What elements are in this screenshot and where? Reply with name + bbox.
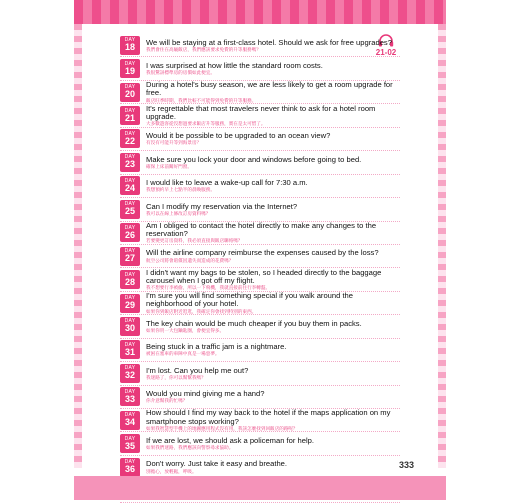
chinese-translation: 被困在塞車的車陣中真是一場惡夢。 <box>146 351 220 357</box>
sentence-text <box>146 320 400 333</box>
day-badge <box>120 270 140 289</box>
sentence-row <box>120 81 400 104</box>
day-badge <box>120 340 140 359</box>
day-label: DAY <box>124 107 136 114</box>
day-number: 36 <box>124 464 135 475</box>
sentence-text <box>146 249 400 262</box>
chinese-translation: 如果你買一大包鑰匙圈，會便宜得多。 <box>146 327 225 333</box>
day-number: 33 <box>124 393 135 404</box>
english-sentence: Being stuck in a traffic jam is a nightmare. <box>146 342 287 352</box>
sentence-row <box>120 339 400 362</box>
chinese-translation: 如果你到飯店附近逛逛，我確定你會找到特別的東西。 <box>146 308 257 314</box>
day-number: 23 <box>124 159 135 170</box>
day-badge <box>120 317 140 336</box>
day-number: 22 <box>124 135 135 146</box>
day-number: 26 <box>124 229 135 240</box>
chinese-translation: 如果我智慧型手機上的地圖應用程式沒有用，我該怎麼找到回飯店的路呢？ <box>146 425 298 431</box>
sentence-text <box>146 156 400 169</box>
sentence-text <box>146 81 400 103</box>
day-label: DAY <box>124 271 136 278</box>
chinese-translation: 我可以在線上修改訂房資料嗎？ <box>146 210 211 216</box>
sentence-text <box>146 179 400 192</box>
chinese-translation: 別擔心，放輕鬆，呼吸。 <box>146 468 197 474</box>
chinese-translation: 我們會住在高級飯店，我們應該要求免費的升等服務嗎？ <box>146 46 261 52</box>
right-decorative-stripe <box>438 24 446 468</box>
english-sentence: If we are lost, we should ask a policeman for help. <box>146 435 314 445</box>
sentence-text <box>146 222 400 244</box>
sentence-text <box>146 203 400 216</box>
english-sentence: Will the airline company reimburse the expenses caused by the loss? <box>146 248 379 258</box>
day-number: 32 <box>124 370 135 381</box>
sentence-text <box>146 269 400 291</box>
sentence-row <box>120 409 400 432</box>
day-badge <box>120 364 140 383</box>
day-number: 18 <box>124 42 135 53</box>
sentence-row <box>120 151 400 174</box>
day-number: 30 <box>124 323 135 334</box>
day-label: DAY <box>124 37 136 44</box>
english-sentence: Can I modify my reservation via the Internet? <box>146 201 298 211</box>
day-badge <box>120 59 140 78</box>
sentence-text <box>146 409 400 431</box>
english-sentence: It's regrettable that most travelers never think to ask for a hotel room upgrade. <box>146 103 376 121</box>
sentence-row <box>120 386 400 409</box>
sentence-list <box>120 34 400 503</box>
sentence-row <box>120 432 400 455</box>
day-number: 24 <box>124 182 135 193</box>
day-label: DAY <box>124 365 136 372</box>
day-label: DAY <box>124 154 136 161</box>
day-badge <box>120 106 140 125</box>
sentence-row <box>120 292 400 315</box>
day-label: DAY <box>124 84 136 91</box>
day-badge <box>120 83 140 102</box>
chinese-translation: 大多數遊客從沒想過要求飯店升等服務，實在是太可惜了。 <box>146 121 266 127</box>
bottom-decorative-band <box>74 476 446 500</box>
chinese-translation: 我很驚訝標準房的房價如此便宜。 <box>146 70 215 76</box>
chinese-translation: 我想預約早上七點半的晨喚服務。 <box>146 187 215 193</box>
day-badge <box>120 200 140 219</box>
day-badge <box>120 387 140 406</box>
english-sentence: I didn't want my bags to be stolen, so I headed directly to the baggage carousel when I got off my flight. <box>146 267 382 285</box>
sentence-row <box>120 34 400 57</box>
chinese-translation: 若要變更訂房資料，我必須直接與飯店聯絡嗎？ <box>146 238 243 244</box>
english-sentence: Am I obliged to contact the hotel directly to make any changes to the reservation? <box>146 220 377 239</box>
day-label: DAY <box>124 60 136 67</box>
sentence-text <box>146 62 400 75</box>
day-number: 21 <box>124 112 135 123</box>
sentence-row <box>120 362 400 385</box>
day-label: DAY <box>124 295 136 302</box>
english-sentence: During a hotel's busy season, we are less likely to get a room upgrade for free. <box>146 80 393 98</box>
sentence-row <box>120 198 400 221</box>
day-badge <box>120 176 140 195</box>
sentence-row <box>120 268 400 291</box>
english-sentence: I would like to leave a wake-up call for 7:30 a.m. <box>146 178 308 188</box>
top-decorative-band <box>74 0 446 24</box>
day-number: 27 <box>124 253 135 264</box>
chinese-translation: 航空公司將會賠償因遺失而造成的花費嗎？ <box>146 257 234 263</box>
english-sentence: How should I find my way back to the hotel if the maps application on my smartphone stops working? <box>146 408 391 426</box>
chinese-translation: 飯店旺季時期，我們比較不可能得到免費的升等服務。 <box>146 97 257 103</box>
day-number: 29 <box>124 300 135 311</box>
day-label: DAY <box>124 201 136 208</box>
day-label: DAY <box>124 341 136 348</box>
english-sentence: Would you mind giving me a hand? <box>146 389 265 399</box>
day-badge <box>120 153 140 172</box>
sentence-row <box>120 175 400 198</box>
day-number: 20 <box>124 89 135 100</box>
day-badge <box>120 247 140 266</box>
day-label: DAY <box>124 224 136 231</box>
day-label: DAY <box>124 388 136 395</box>
sentence-row <box>120 104 400 127</box>
english-sentence: Don't worry. Just take it easy and breathe. <box>146 459 288 469</box>
english-sentence: I'm sure you will find something special if you walk around the neighborhood of your hotel. <box>146 291 354 309</box>
english-sentence: Make sure you lock your door and windows before going to bed. <box>146 154 362 164</box>
sentence-text <box>146 390 400 403</box>
sentence-row <box>120 57 400 80</box>
english-sentence: I'm lost. Can you help me out? <box>146 365 249 375</box>
day-label: DAY <box>124 459 136 466</box>
day-number: 28 <box>124 276 135 287</box>
day-number: 19 <box>124 65 135 76</box>
chinese-translation: 確保上床前關好門窗。 <box>146 163 192 169</box>
day-badge <box>120 223 140 242</box>
day-badge <box>120 129 140 148</box>
day-badge <box>120 458 140 477</box>
sentence-row <box>120 128 400 151</box>
left-decorative-stripe <box>74 24 82 468</box>
sentence-row <box>120 315 400 338</box>
day-number: 25 <box>124 206 135 217</box>
english-sentence: The key chain would be much cheaper if you buy them in packs. <box>146 318 362 328</box>
sentence-text <box>146 39 400 52</box>
day-number: 31 <box>124 346 135 357</box>
day-number: 35 <box>124 440 135 451</box>
page-number: 333 <box>398 460 414 470</box>
day-number: 34 <box>124 417 135 428</box>
sentence-text <box>146 460 400 473</box>
chinese-translation: 我迷路了，你可以幫幫我嗎？ <box>146 374 206 380</box>
day-label: DAY <box>124 130 136 137</box>
day-label: DAY <box>124 318 136 325</box>
day-badge <box>120 434 140 453</box>
book-page <box>74 0 446 500</box>
day-label: DAY <box>124 177 136 184</box>
sentence-row <box>120 222 400 245</box>
english-sentence: Would it be possible to be upgraded to an ocean view? <box>146 131 331 141</box>
chinese-translation: 我不想要行李被偷，所以一下飛機，我就直接前往行李轉盤。 <box>146 285 271 291</box>
day-badge <box>120 36 140 55</box>
sentence-text <box>146 105 400 127</box>
english-sentence: We will be staying at a first-class hotel. Should we ask for free upgrades? <box>146 37 392 47</box>
chinese-translation: 有沒有可能升等到海景房？ <box>146 140 202 146</box>
sentence-text <box>146 367 400 380</box>
chinese-translation: 如果我們迷路，我們應該向警察尋求協助。 <box>146 445 234 451</box>
chinese-translation: 你介意幫我的忙嗎？ <box>146 398 188 404</box>
day-label: DAY <box>124 248 136 255</box>
sentence-text <box>146 132 400 145</box>
english-sentence: I was surprised at how little the standard room costs. <box>146 60 323 70</box>
audio-track-number: 21-02 <box>375 48 397 57</box>
day-label: DAY <box>124 412 136 419</box>
sentence-text <box>146 343 400 356</box>
sentence-text <box>146 437 400 450</box>
day-badge <box>120 294 140 313</box>
day-label: DAY <box>124 435 136 442</box>
day-badge <box>120 411 140 430</box>
sentence-row <box>120 245 400 268</box>
sentence-text <box>146 292 400 314</box>
